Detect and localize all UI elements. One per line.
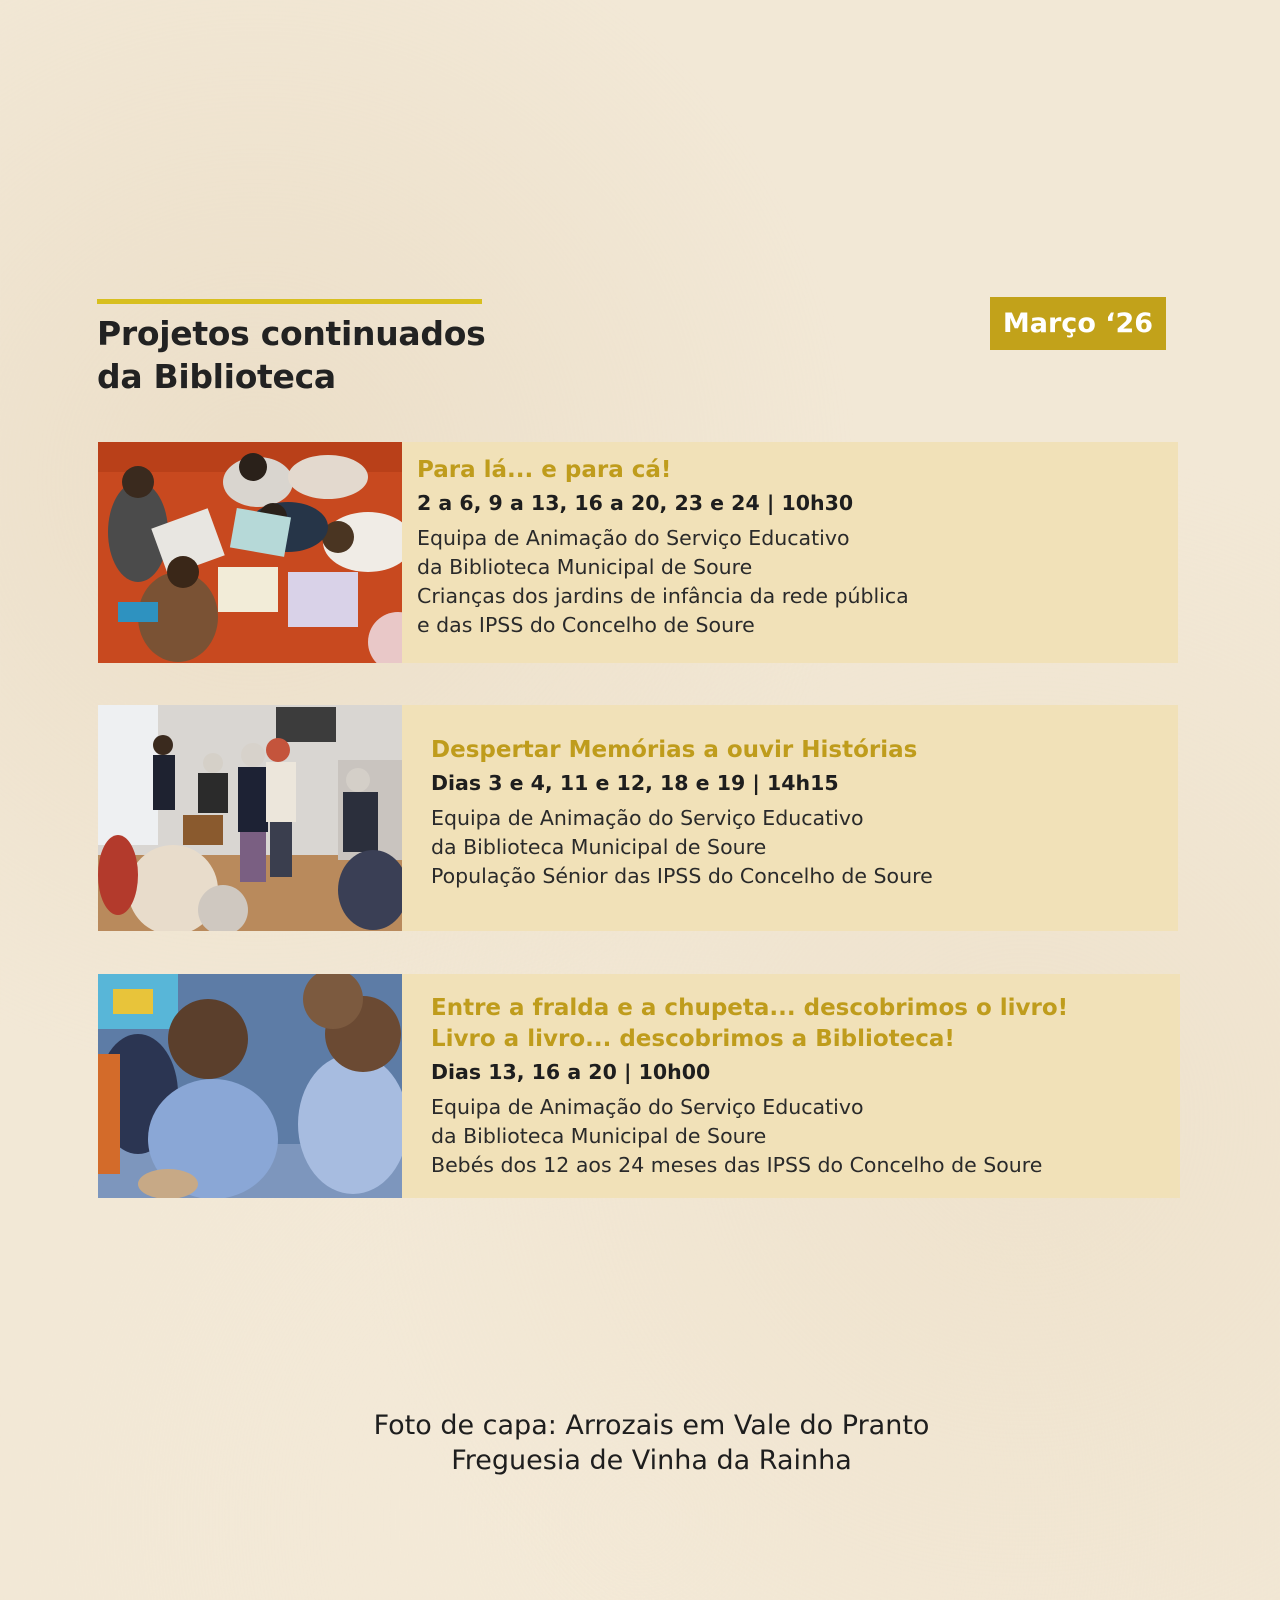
event-photo-children-reading bbox=[98, 442, 402, 663]
event-title-line: Para lá... e para cá! bbox=[417, 457, 672, 483]
event-desc-line: Equipa de Animação do Serviço Educativo bbox=[417, 526, 850, 550]
event-desc-line: Equipa de Animação do Serviço Educativo bbox=[431, 1095, 864, 1119]
section-title bbox=[97, 312, 485, 398]
event-photo-toddlers-storytime bbox=[98, 974, 402, 1198]
event-title bbox=[417, 455, 1178, 486]
event-dates: 2 a 6, 9 a 13, 16 a 20, 23 e 24 | 10h30 bbox=[417, 491, 854, 515]
section-title-line2: da Biblioteca bbox=[97, 357, 336, 396]
event-title bbox=[431, 735, 1178, 766]
event-desc-line: Crianças dos jardins de infância da rede pública bbox=[417, 584, 909, 608]
section-accent-rule bbox=[97, 299, 482, 304]
event-desc-line: e das IPSS do Concelho de Soure bbox=[417, 613, 755, 637]
event-description bbox=[417, 524, 1178, 640]
section-title-line1: Projetos continuados bbox=[97, 314, 486, 353]
event-desc-line: da Biblioteca Municipal de Soure bbox=[417, 555, 753, 579]
event-dates: Dias 3 e 4, 11 e 12, 18 e 19 | 14h15 bbox=[431, 771, 839, 795]
event-dates: Dias 13, 16 a 20 | 10h00 bbox=[431, 1060, 711, 1084]
event-title-line: Livro a livro... descobrimos a Biblioteca! bbox=[431, 1026, 955, 1052]
cover-photo-credit bbox=[0, 1408, 1280, 1478]
event-body bbox=[417, 455, 1178, 640]
event-title bbox=[431, 993, 1180, 1055]
event-photo-seniors-dancing bbox=[98, 705, 402, 931]
event-description bbox=[431, 804, 1178, 891]
event-title-line: Despertar Memórias a ouvir Histórias bbox=[431, 737, 918, 763]
event-desc-line: da Biblioteca Municipal de Soure bbox=[431, 1124, 767, 1148]
event-desc-line: Bebés dos 12 aos 24 meses das IPSS do Concelho de Soure bbox=[431, 1153, 1043, 1177]
event-desc-line: da Biblioteca Municipal de Soure bbox=[431, 835, 767, 859]
event-body bbox=[431, 993, 1180, 1180]
event-card-entre-a-fralda bbox=[98, 974, 1180, 1198]
event-description bbox=[431, 1093, 1180, 1180]
event-card-para-la bbox=[98, 442, 1178, 663]
event-desc-line: Equipa de Animação do Serviço Educativo bbox=[431, 806, 864, 830]
credit-line1: Foto de capa: Arrozais em Vale do Pranto bbox=[373, 1410, 930, 1441]
event-title-line: Entre a fralda e a chupeta... descobrimos o livro! bbox=[431, 995, 1069, 1021]
event-desc-line: População Sénior das IPSS do Concelho de Soure bbox=[431, 864, 933, 888]
credit-line2: Freguesia de Vinha da Rainha bbox=[451, 1445, 852, 1476]
event-card-despertar-memorias bbox=[98, 705, 1178, 931]
event-body bbox=[431, 735, 1178, 891]
month-badge: Março ‘26 bbox=[990, 297, 1166, 350]
